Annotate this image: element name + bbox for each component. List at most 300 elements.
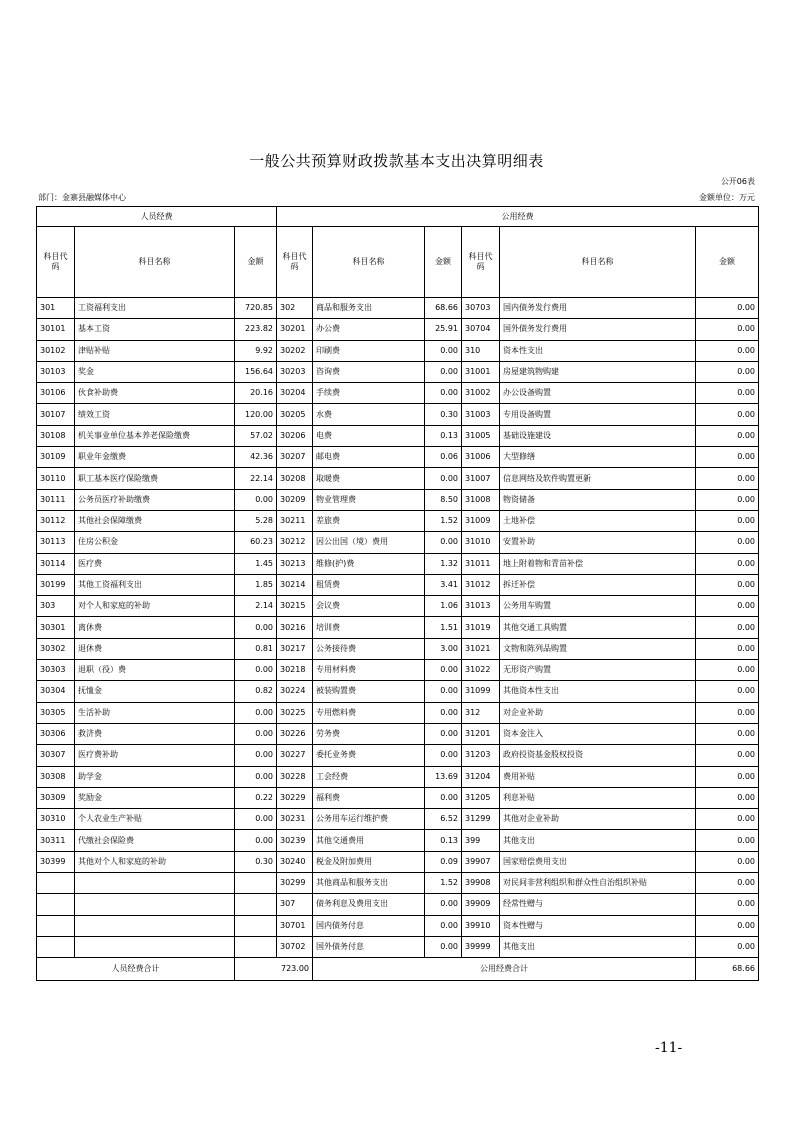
- code-cell: 30102: [37, 340, 75, 361]
- name-cell: [75, 936, 235, 957]
- name-cell: 办公费: [313, 319, 425, 340]
- amount-cell: 0.00: [235, 809, 277, 830]
- amount-cell: 0.00: [425, 660, 462, 681]
- name-cell: 会议费: [313, 596, 425, 617]
- name-cell: 其他支出: [500, 936, 696, 957]
- code-cell: 30205: [277, 404, 313, 425]
- name-cell: 国外债务发行费用: [500, 319, 696, 340]
- code-cell: [37, 873, 75, 894]
- name-cell: [75, 915, 235, 936]
- name-cell: 水费: [313, 404, 425, 425]
- amount-cell: 5.28: [235, 510, 277, 531]
- name-cell: 安置补助: [500, 532, 696, 553]
- amount-cell: 1.06: [425, 596, 462, 617]
- name-cell: 住房公积金: [75, 532, 235, 553]
- code-cell: 31009: [462, 510, 500, 531]
- name-cell: 文物和陈列品购置: [500, 638, 696, 659]
- code-cell: 30217: [277, 638, 313, 659]
- amount-cell: 0.00: [696, 361, 759, 382]
- name-cell: 物资储备: [500, 489, 696, 510]
- name-cell: 国内债务发行费用: [500, 298, 696, 319]
- amount-cell: 120.00: [235, 404, 277, 425]
- name-cell: 福利费: [313, 787, 425, 808]
- amount-cell: 0.00: [696, 894, 759, 915]
- code-cell: 310: [462, 340, 500, 361]
- name-cell: 物业管理费: [313, 489, 425, 510]
- code-cell: 30399: [37, 851, 75, 872]
- amount-cell: 0.00: [696, 830, 759, 851]
- code-cell: 31204: [462, 766, 500, 787]
- name-cell: 其他工资福利支出: [75, 574, 235, 595]
- name-cell: 助学金: [75, 766, 235, 787]
- name-cell: 邮电费: [313, 447, 425, 468]
- code-cell: [37, 936, 75, 957]
- amount-cell: 0.00: [696, 617, 759, 638]
- name-cell: 资本金注入: [500, 723, 696, 744]
- amount-cell: 0.00: [425, 681, 462, 702]
- col-header-code: 科目代码: [37, 227, 75, 298]
- amount-cell: 0.00: [696, 510, 759, 531]
- amount-cell: 0.00: [696, 553, 759, 574]
- expenditure-table: [36, 206, 759, 981]
- table-row: [37, 553, 759, 574]
- amount-cell: 3.41: [425, 574, 462, 595]
- table-row: [37, 809, 759, 830]
- code-cell: 30214: [277, 574, 313, 595]
- name-cell: 利息补贴: [500, 787, 696, 808]
- name-cell: 公务用车购置: [500, 596, 696, 617]
- personnel-total-value: 723.00: [235, 958, 313, 981]
- name-cell: 其他对个人和家庭的补助: [75, 851, 235, 872]
- code-cell: 30215: [277, 596, 313, 617]
- code-cell: 30307: [37, 745, 75, 766]
- table-row: [37, 915, 759, 936]
- table-row: [37, 745, 759, 766]
- name-cell: 咨询费: [313, 361, 425, 382]
- amount-cell: 0.00: [425, 468, 462, 489]
- amount-cell: 0.00: [425, 723, 462, 744]
- amount-cell: 1.32: [425, 553, 462, 574]
- amount-cell: 68.66: [425, 298, 462, 319]
- name-cell: 救济费: [75, 723, 235, 744]
- amount-cell: 0.06: [425, 447, 462, 468]
- code-cell: 30201: [277, 319, 313, 340]
- col-header-amount: 金额: [696, 227, 759, 298]
- name-cell: 伙食补助费: [75, 383, 235, 404]
- code-cell: 30304: [37, 681, 75, 702]
- amount-cell: 6.52: [425, 809, 462, 830]
- code-cell: 30206: [277, 425, 313, 446]
- amount-cell: 0.00: [425, 894, 462, 915]
- amount-cell: 0.00: [235, 723, 277, 744]
- name-cell: 个人农业生产补贴: [75, 809, 235, 830]
- code-cell: 30228: [277, 766, 313, 787]
- code-cell: 31201: [462, 723, 500, 744]
- amount-cell: 1.45: [235, 553, 277, 574]
- name-cell: 办公设备购置: [500, 383, 696, 404]
- name-cell: 工资福利支出: [75, 298, 235, 319]
- code-cell: 30701: [277, 915, 313, 936]
- name-cell: [75, 894, 235, 915]
- name-cell: 土地补偿: [500, 510, 696, 531]
- amount-cell: 0.00: [425, 936, 462, 957]
- table-row: [37, 851, 759, 872]
- code-cell: 30226: [277, 723, 313, 744]
- page-title: 一般公共预算财政拨款基本支出决算明细表: [249, 152, 544, 170]
- table-row: [37, 681, 759, 702]
- code-cell: 39907: [462, 851, 500, 872]
- amount-cell: 0.22: [235, 787, 277, 808]
- name-cell: 电费: [313, 425, 425, 446]
- code-cell: 30309: [37, 787, 75, 808]
- amount-cell: 2.14: [235, 596, 277, 617]
- name-cell: 税金及附加费用: [313, 851, 425, 872]
- code-cell: 30227: [277, 745, 313, 766]
- code-cell: 30106: [37, 383, 75, 404]
- amount-cell: 0.00: [425, 745, 462, 766]
- unit-label: 金额单位：万元: [699, 193, 755, 202]
- col-header-name: 科目名称: [313, 227, 425, 298]
- table-row: [37, 361, 759, 382]
- table-row: [37, 489, 759, 510]
- code-cell: 31099: [462, 681, 500, 702]
- name-cell: 其他对企业补助: [500, 809, 696, 830]
- code-cell: 30113: [37, 532, 75, 553]
- amount-cell: 0.00: [696, 809, 759, 830]
- amount-cell: 0.00: [696, 340, 759, 361]
- code-cell: 30703: [462, 298, 500, 319]
- amount-cell: 0.00: [235, 745, 277, 766]
- col-header-name: 科目名称: [75, 227, 235, 298]
- group-header-personnel: 人员经费: [37, 207, 277, 227]
- code-cell: 39908: [462, 873, 500, 894]
- amount-cell: 9.92: [235, 340, 277, 361]
- col-header-code: 科目代码: [462, 227, 500, 298]
- table-row: [37, 319, 759, 340]
- name-cell: 专用材料费: [313, 660, 425, 681]
- name-cell: 退休费: [75, 638, 235, 659]
- code-cell: 30301: [37, 617, 75, 638]
- column-header-row: [37, 227, 759, 298]
- amount-cell: 0.00: [696, 489, 759, 510]
- name-cell: 劳务费: [313, 723, 425, 744]
- table-row: [37, 447, 759, 468]
- name-cell: 费用补贴: [500, 766, 696, 787]
- table-row: [37, 510, 759, 531]
- code-cell: 30702: [277, 936, 313, 957]
- amount-cell: 0.00: [696, 745, 759, 766]
- name-cell: 信息网络及软件购置更新: [500, 468, 696, 489]
- name-cell: 离休费: [75, 617, 235, 638]
- name-cell: 政府投资基金股权投资: [500, 745, 696, 766]
- table-row: [37, 298, 759, 319]
- code-cell: 30302: [37, 638, 75, 659]
- name-cell: 差旅费: [313, 510, 425, 531]
- code-cell: 31008: [462, 489, 500, 510]
- code-cell: 303: [37, 596, 75, 617]
- name-cell: 印刷费: [313, 340, 425, 361]
- amount-cell: 0.09: [425, 851, 462, 872]
- name-cell: 专用燃料费: [313, 702, 425, 723]
- amount-cell: 1.85: [235, 574, 277, 595]
- code-cell: 30240: [277, 851, 313, 872]
- name-cell: 取暖费: [313, 468, 425, 489]
- name-cell: 职业年金缴费: [75, 447, 235, 468]
- code-cell: 30103: [37, 361, 75, 382]
- amount-cell: 0.00: [696, 787, 759, 808]
- name-cell: 维修(护)费: [313, 553, 425, 574]
- name-cell: 国外债务付息: [313, 936, 425, 957]
- code-cell: 31011: [462, 553, 500, 574]
- amount-cell: 0.00: [696, 681, 759, 702]
- public-total-label: 公用经费合计: [313, 958, 696, 981]
- name-cell: 地上附着物和青苗补偿: [500, 553, 696, 574]
- table-row: [37, 404, 759, 425]
- group-header-public: 公用经费: [277, 207, 759, 227]
- code-cell: 30109: [37, 447, 75, 468]
- amount-cell: 0.13: [425, 425, 462, 446]
- amount-cell: 0.00: [696, 532, 759, 553]
- amount-cell: 0.00: [425, 787, 462, 808]
- code-cell: 31001: [462, 361, 500, 382]
- name-cell: 退职（役）费: [75, 660, 235, 681]
- table-row: [37, 340, 759, 361]
- col-header-amount: 金额: [235, 227, 277, 298]
- name-cell: 公务用车运行维护费: [313, 809, 425, 830]
- name-cell: 津贴补贴: [75, 340, 235, 361]
- code-cell: 31021: [462, 638, 500, 659]
- amount-cell: 0.00: [235, 617, 277, 638]
- code-cell: 30208: [277, 468, 313, 489]
- amount-cell: 0.00: [696, 404, 759, 425]
- col-header-name: 科目名称: [500, 227, 696, 298]
- code-cell: 399: [462, 830, 500, 851]
- code-cell: 301: [37, 298, 75, 319]
- name-cell: 对民间非营利组织和群众性自治组织补贴: [500, 873, 696, 894]
- form-number: 公开06表: [720, 177, 755, 186]
- amount-cell: 57.02: [235, 425, 277, 446]
- code-cell: 31203: [462, 745, 500, 766]
- code-cell: 31019: [462, 617, 500, 638]
- amount-cell: 0.00: [696, 596, 759, 617]
- amount-cell: [235, 894, 277, 915]
- amount-cell: 0.00: [696, 660, 759, 681]
- code-cell: 30110: [37, 468, 75, 489]
- amount-cell: 156.64: [235, 361, 277, 382]
- code-cell: 30299: [277, 873, 313, 894]
- amount-cell: 0.00: [696, 873, 759, 894]
- code-cell: 31006: [462, 447, 500, 468]
- name-cell: 工会经费: [313, 766, 425, 787]
- code-cell: 30306: [37, 723, 75, 744]
- amount-cell: 0.00: [696, 936, 759, 957]
- amount-cell: 0.00: [235, 660, 277, 681]
- code-cell: 30207: [277, 447, 313, 468]
- name-cell: 委托业务费: [313, 745, 425, 766]
- totals-row: [37, 958, 759, 981]
- code-cell: 39910: [462, 915, 500, 936]
- table-row: [37, 723, 759, 744]
- name-cell: 生活补助: [75, 702, 235, 723]
- code-cell: 302: [277, 298, 313, 319]
- name-cell: 基础设施建设: [500, 425, 696, 446]
- code-cell: 307: [277, 894, 313, 915]
- code-cell: 30108: [37, 425, 75, 446]
- amount-cell: 0.00: [696, 915, 759, 936]
- col-header-code: 科目代码: [277, 227, 313, 298]
- code-cell: 30212: [277, 532, 313, 553]
- name-cell: 奖励金: [75, 787, 235, 808]
- code-cell: 30209: [277, 489, 313, 510]
- name-cell: 债务利息及费用支出: [313, 894, 425, 915]
- code-cell: 31022: [462, 660, 500, 681]
- code-cell: 31205: [462, 787, 500, 808]
- name-cell: 因公出国（境）费用: [313, 532, 425, 553]
- code-cell: 30231: [277, 809, 313, 830]
- amount-cell: 0.30: [235, 851, 277, 872]
- table-row: [37, 617, 759, 638]
- name-cell: 专用设备购置: [500, 404, 696, 425]
- table-row: [37, 936, 759, 957]
- amount-cell: 0.00: [696, 383, 759, 404]
- code-cell: 30308: [37, 766, 75, 787]
- code-cell: 30114: [37, 553, 75, 574]
- amount-cell: 60.23: [235, 532, 277, 553]
- code-cell: 31012: [462, 574, 500, 595]
- code-cell: 30239: [277, 830, 313, 851]
- name-cell: 其他支出: [500, 830, 696, 851]
- name-cell: 经常性赠与: [500, 894, 696, 915]
- code-cell: 31005: [462, 425, 500, 446]
- name-cell: 国家赔偿费用支出: [500, 851, 696, 872]
- code-cell: 30310: [37, 809, 75, 830]
- code-cell: [37, 894, 75, 915]
- code-cell: 312: [462, 702, 500, 723]
- amount-cell: 0.00: [425, 383, 462, 404]
- code-cell: 30213: [277, 553, 313, 574]
- amount-cell: 0.00: [696, 702, 759, 723]
- amount-cell: 0.00: [425, 532, 462, 553]
- table-row: [37, 425, 759, 446]
- amount-cell: 1.52: [425, 510, 462, 531]
- amount-cell: 0.00: [696, 298, 759, 319]
- amount-cell: 0.00: [235, 489, 277, 510]
- amount-cell: 0.00: [696, 723, 759, 744]
- amount-cell: 0.30: [425, 404, 462, 425]
- amount-cell: 0.81: [235, 638, 277, 659]
- amount-cell: 13.69: [425, 766, 462, 787]
- page-number: -11-: [655, 1040, 683, 1056]
- table-row: [37, 787, 759, 808]
- code-cell: 30211: [277, 510, 313, 531]
- col-header-amount: 金额: [425, 227, 462, 298]
- amount-cell: 0.00: [696, 638, 759, 659]
- amount-cell: 22.14: [235, 468, 277, 489]
- amount-cell: 720.85: [235, 298, 277, 319]
- amount-cell: 1.52: [425, 873, 462, 894]
- name-cell: 医疗费补助: [75, 745, 235, 766]
- table-row: [37, 532, 759, 553]
- amount-cell: [235, 936, 277, 957]
- name-cell: 绩效工资: [75, 404, 235, 425]
- name-cell: 其他交通工具购置: [500, 617, 696, 638]
- amount-cell: 0.00: [235, 766, 277, 787]
- amount-cell: 0.13: [425, 830, 462, 851]
- name-cell: 基本工资: [75, 319, 235, 340]
- code-cell: 31003: [462, 404, 500, 425]
- name-cell: 职工基本医疗保险缴费: [75, 468, 235, 489]
- amount-cell: 3.00: [425, 638, 462, 659]
- code-cell: 30229: [277, 787, 313, 808]
- name-cell: 其他商品和服务支出: [313, 873, 425, 894]
- name-cell: 公务员医疗补助缴费: [75, 489, 235, 510]
- code-cell: 30199: [37, 574, 75, 595]
- name-cell: 代缴社会保险费: [75, 830, 235, 851]
- table-row: [37, 766, 759, 787]
- code-cell: 30704: [462, 319, 500, 340]
- table-row: [37, 660, 759, 681]
- name-cell: 其他社会保障缴费: [75, 510, 235, 531]
- code-cell: 39999: [462, 936, 500, 957]
- amount-cell: 0.00: [696, 447, 759, 468]
- name-cell: 对企业补助: [500, 702, 696, 723]
- code-cell: 30107: [37, 404, 75, 425]
- amount-cell: 223.82: [235, 319, 277, 340]
- code-cell: 30303: [37, 660, 75, 681]
- code-cell: 30204: [277, 383, 313, 404]
- name-cell: 房屋建筑物购建: [500, 361, 696, 382]
- amount-cell: 25.91: [425, 319, 462, 340]
- code-cell: 30311: [37, 830, 75, 851]
- name-cell: 奖金: [75, 361, 235, 382]
- code-cell: 30203: [277, 361, 313, 382]
- amount-cell: 20.16: [235, 383, 277, 404]
- code-cell: 30225: [277, 702, 313, 723]
- amount-cell: 0.00: [425, 340, 462, 361]
- amount-cell: 8.50: [425, 489, 462, 510]
- code-cell: 30224: [277, 681, 313, 702]
- name-cell: 对个人和家庭的补助: [75, 596, 235, 617]
- group-header-row: [37, 207, 759, 227]
- name-cell: 国内债务付息: [313, 915, 425, 936]
- name-cell: 其他资本性支出: [500, 681, 696, 702]
- code-cell: 31002: [462, 383, 500, 404]
- code-cell: 30216: [277, 617, 313, 638]
- name-cell: 资本性支出: [500, 340, 696, 361]
- amount-cell: 0.00: [696, 851, 759, 872]
- name-cell: 商品和服务支出: [313, 298, 425, 319]
- name-cell: 公务接待费: [313, 638, 425, 659]
- amount-cell: 0.00: [425, 702, 462, 723]
- name-cell: 被装购置费: [313, 681, 425, 702]
- name-cell: 医疗费: [75, 553, 235, 574]
- amount-cell: 0.00: [425, 361, 462, 382]
- code-cell: 30305: [37, 702, 75, 723]
- name-cell: 培训费: [313, 617, 425, 638]
- name-cell: 无形资产购置: [500, 660, 696, 681]
- name-cell: 抚恤金: [75, 681, 235, 702]
- code-cell: 31013: [462, 596, 500, 617]
- table-row: [37, 468, 759, 489]
- name-cell: 手续费: [313, 383, 425, 404]
- amount-cell: 0.00: [235, 702, 277, 723]
- amount-cell: 1.51: [425, 617, 462, 638]
- amount-cell: [235, 873, 277, 894]
- code-cell: 39909: [462, 894, 500, 915]
- code-cell: 30101: [37, 319, 75, 340]
- amount-cell: 0.00: [696, 319, 759, 340]
- name-cell: [75, 873, 235, 894]
